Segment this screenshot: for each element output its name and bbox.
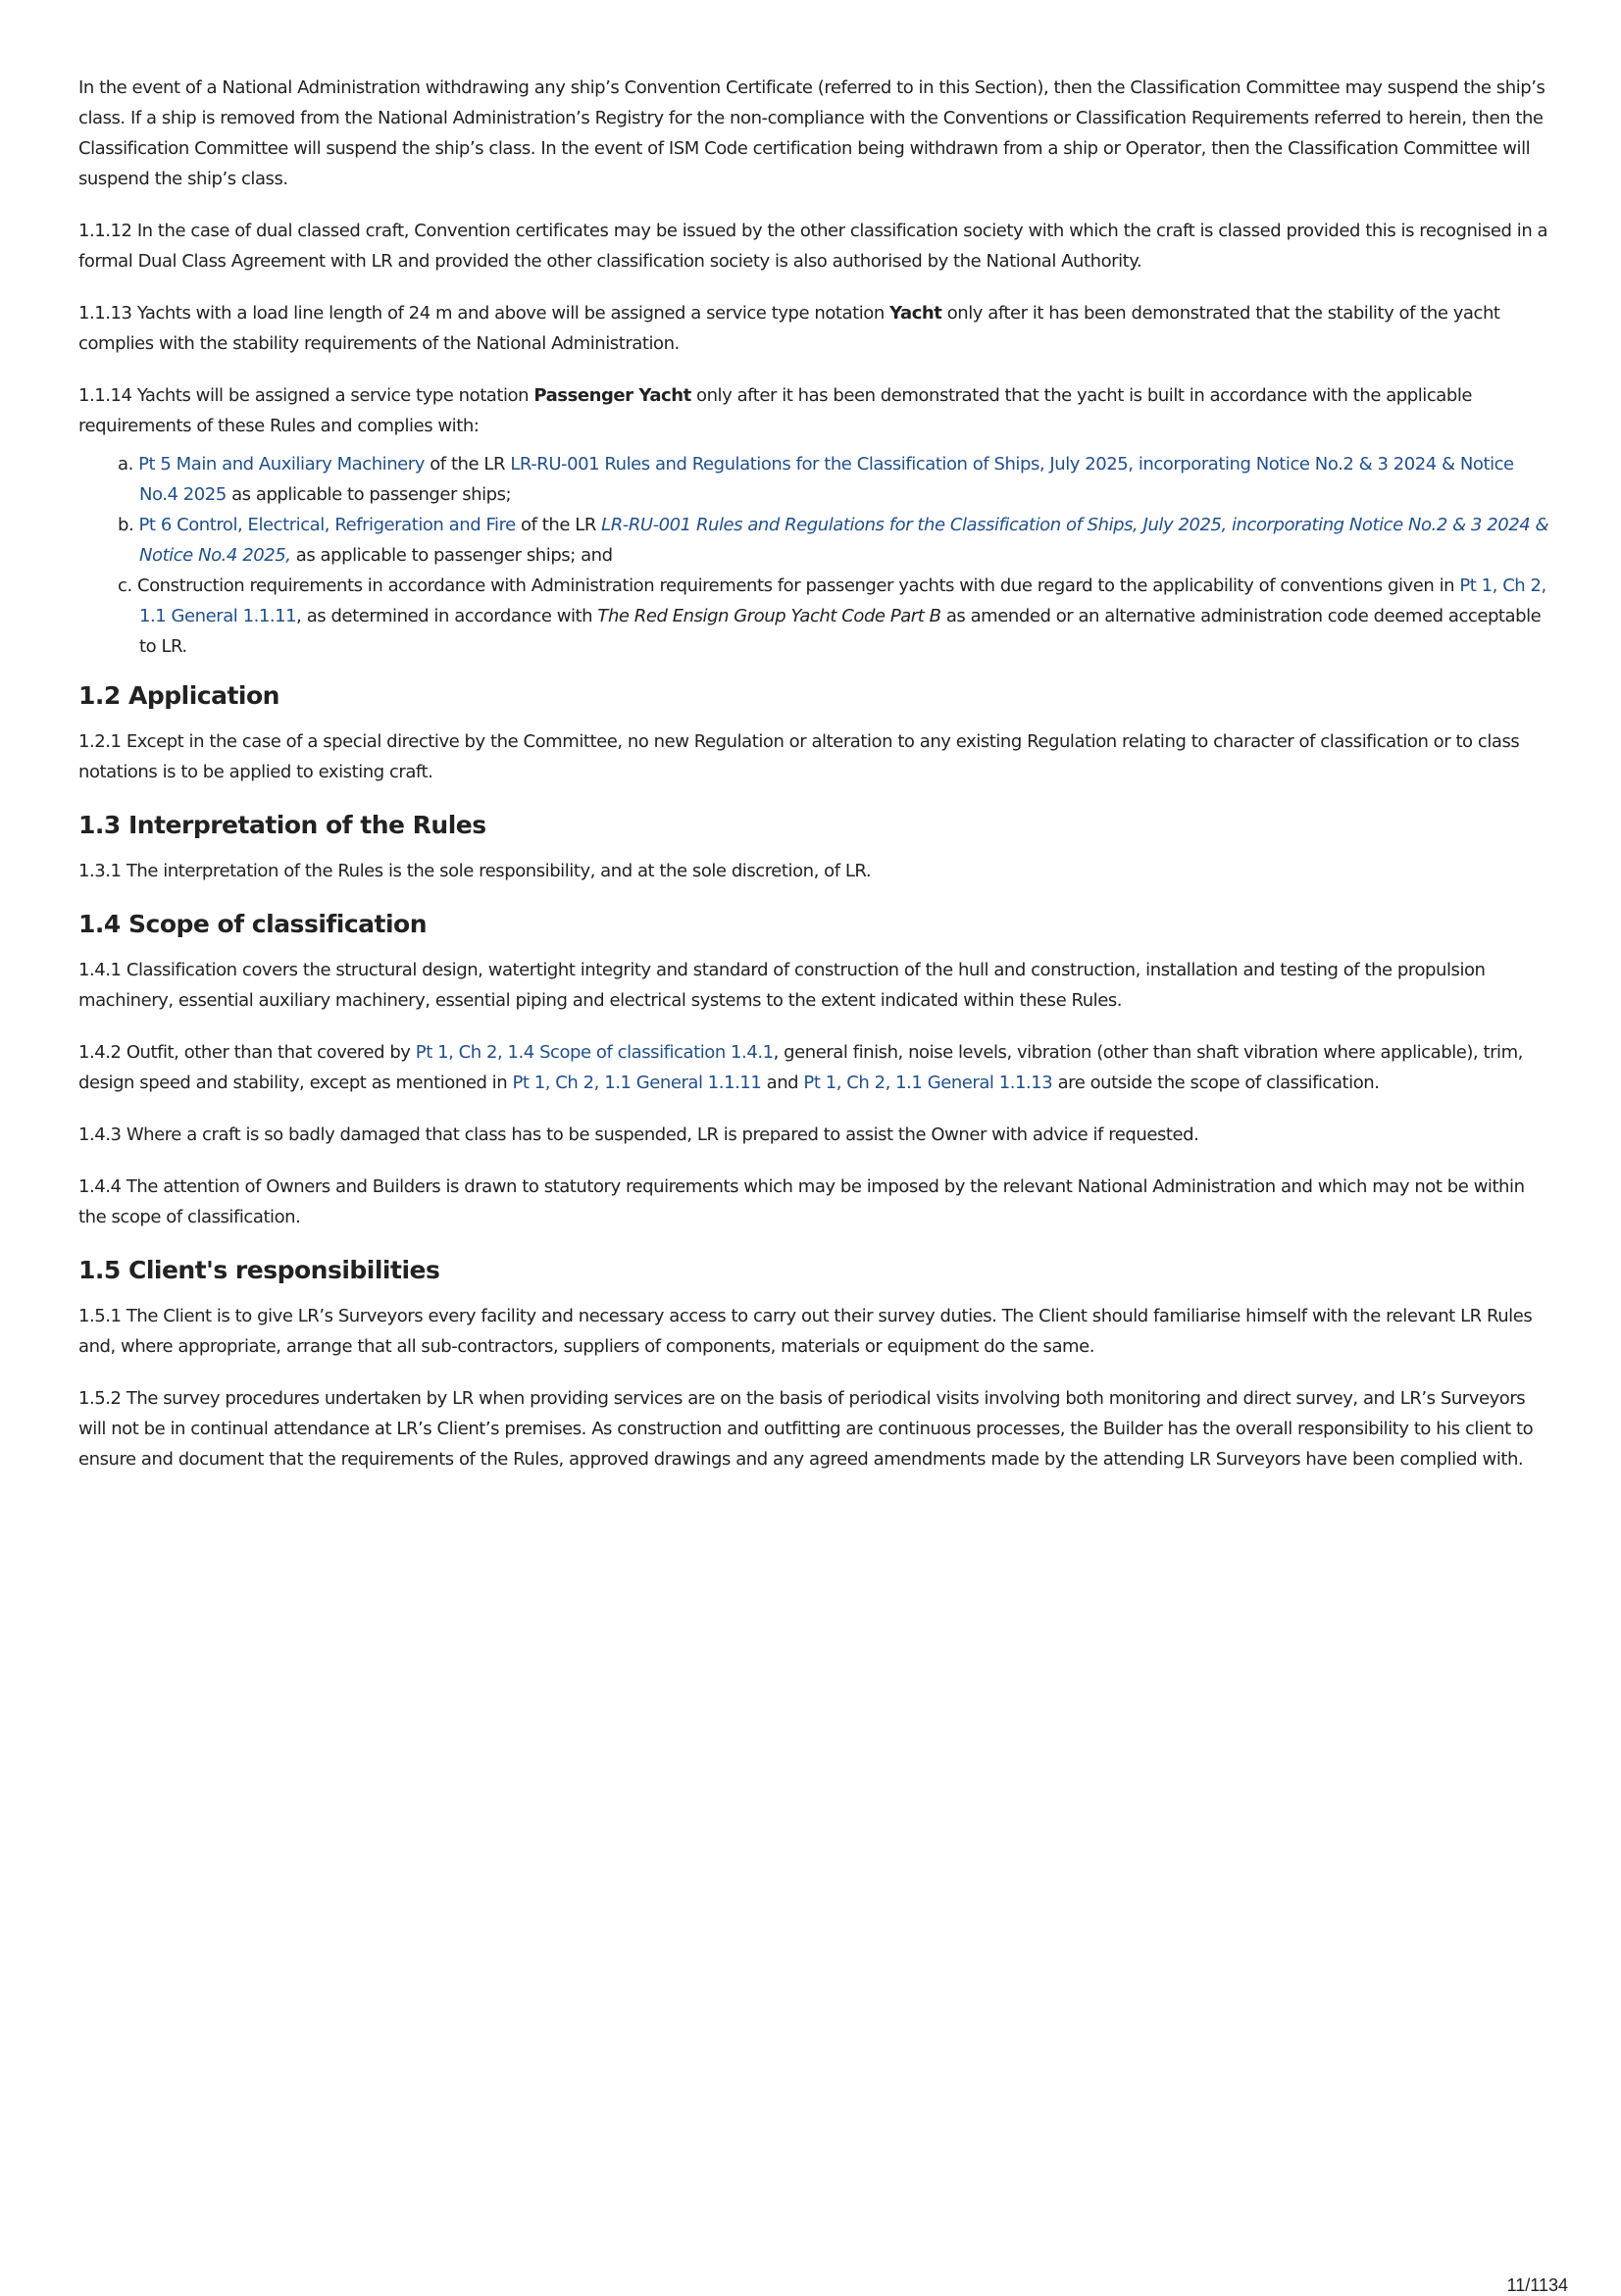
page-number: 11/1134 (1506, 2275, 1568, 2295)
paragraph-1-5-1: 1.5.1 The Client is to give LR’s Surveyors every facility and necessary access to carry out their survey duties. The Client should familiarise himself with the relevant LR Rules and, where appropriate, arrange that all sub-contractors, suppliers of components, materials or equipment do the same. (78, 1306, 1533, 1357)
notation-passenger-yacht: Passenger Yacht (533, 385, 691, 406)
requirements-list (78, 449, 1554, 662)
link-rules-regulations-a[interactable]: LR-RU-001 Rules and Regulations for the Classification of Ships, July 2025, incorporating Notice No.2 & 3 2024 & Notice No.4 2025 (139, 454, 1514, 505)
paragraph-1-3-1: 1.3.1 The interpretation of the Rules is the sole responsibility, and at the sole discretion, of LR. (78, 861, 872, 881)
list-item-c: c. Construction requirements in accordance with Administration requirements for passenger yachts with due regard to the applicability of conventions given in Pt 1, Ch 2, 1.1 General 1.1.11, as determined in accordance with The Red Ensign Group Yacht Code Part B as amended or an alternative administration code deemed acceptable to LR. (118, 575, 1546, 657)
link-general-1-1-11[interactable]: Pt 1, Ch 2, 1.1 General 1.1.11 (139, 575, 1546, 626)
link-general-1-1-13[interactable]: Pt 1, Ch 2, 1.1 General 1.1.13 (803, 1073, 1053, 1093)
paragraph-1-4-1: 1.4.1 Classification covers the structural design, watertight integrity and standard of construction of the hull and construction, installation and testing of the propulsion machinery, essential auxiliary machinery, essential piping and electrical systems to the extent indicated within these Rules. (78, 960, 1486, 1011)
heading-scope: 1.4 Scope of classification (78, 910, 428, 938)
heading-interpretation: 1.3 Interpretation of the Rules (78, 811, 486, 839)
paragraph-suspension: In the event of a National Administration withdrawing any ship’s Convention Certificate (referred to in this Section), then the Classification Committee may suspend the ship’s class. If a ship is removed from the National Administration’s Registry for the non-compliance with the Conventions or Classification Requirements referred to herein, then the Classification Committee will suspend the ship’s class. In the event of ISM Code certification being withdrawn from a ship or Operator, then the Classification Committee will suspend the ship’s class. (78, 77, 1545, 189)
paragraph-1-1-13: 1.1.13 Yachts with a load line length of 24 m and above will be assigned a service type notation Yacht only after it has been demonstrated that the stability of the yacht complies with the stability requirements of the National Administration. (78, 303, 1500, 354)
notation-yacht: Yacht (889, 303, 942, 324)
link-pt5-machinery[interactable]: Pt 5 Main and Auxiliary Machinery (138, 454, 425, 474)
paragraph-1-2-1: 1.2.1 Except in the case of a special directive by the Committee, no new Regulation or alteration to any existing Regulation relating to character of classification or to class notations is to be applied to existing craft. (78, 731, 1520, 782)
list-item-a: a. Pt 5 Main and Auxiliary Machinery of the LR LR-RU-001 Rules and Regulations for the Classification of Ships, July 2025, incorporating Notice No.2 & 3 2024 & Notice No.4 2025 as applicable to passenger ships; (118, 454, 1514, 505)
heading-client-responsibilities: 1.5 Client's responsibilities (78, 1256, 440, 1284)
link-pt6-control-electrical[interactable]: Pt 6 Control, Electrical, Refrigeration and Fire (138, 515, 516, 535)
list-item-b: b. Pt 6 Control, Electrical, Refrigeration and Fire of the LR LR-RU-001 Rules and Regulations for the Classification of Ships, July 2025, incorporating Notice No.2 & 3 2024 & Notice No.4 2025, as applicable to passenger ships; and (118, 515, 1549, 566)
paragraph-1-4-2: 1.4.2 Outfit, other than that covered by Pt 1, Ch 2, 1.4 Scope of classification 1.4.1, general finish, noise levels, vibration (other than shaft vibration where applicable), trim, design speed and stability, except as mentioned in Pt 1, Ch 2, 1.1 General 1.1.11 and Pt 1, Ch 2, 1.1 General 1.1.13 are outside the scope of classification. (78, 1042, 1523, 1093)
heading-application: 1.2 Application (78, 681, 279, 710)
document-body (78, 73, 1554, 1496)
paragraph-1-4-4: 1.4.4 The attention of Owners and Builders is drawn to statutory requirements which may be imposed by the relevant National Administration and which may not be within the scope of classification. (78, 1176, 1525, 1227)
paragraph-1-1-14: 1.1.14 Yachts will be assigned a service type notation Passenger Yacht only after it has been demonstrated that the yacht is built in accordance with the applicable requirements of these Rules and complies with: (78, 385, 1473, 436)
link-rules-regulations-b[interactable]: LR-RU-001 Rules and Regulations for the Classification of Ships, July 2025, incorporating Notice No.2 & 3 2024 & Notice No.4 2025, (139, 515, 1549, 566)
link-general-1-1-11-b[interactable]: Pt 1, Ch 2, 1.1 General 1.1.11 (512, 1073, 762, 1093)
paragraph-1-1-12: 1.1.12 In the case of dual classed craft, Convention certificates may be issued by the other classification society with which the craft is classed provided this is recognised in a formal Dual Class Agreement with LR and provided the other classification society is also authorised by the National Authority. (78, 221, 1548, 272)
paragraph-1-5-2: 1.5.2 The survey procedures undertaken by LR when providing services are on the basis of periodical visits involving both monitoring and direct survey, and LR’s Surveyors will not be in continual attendance at LR’s Client’s premises. As construction and outfitting are continuous processes, the Builder has the overall responsibility to his client to ensure and document that the requirements of the Rules, approved drawings and any agreed amendments made by the attending LR Surveyors have been complied with. (78, 1388, 1534, 1470)
paragraph-1-4-3: 1.4.3 Where a craft is so badly damaged that class has to be suspended, LR is prepared to assist the Owner with advice if requested. (78, 1124, 1199, 1145)
link-scope-1-4-1[interactable]: Pt 1, Ch 2, 1.4 Scope of classification 1.4.1 (415, 1042, 774, 1063)
